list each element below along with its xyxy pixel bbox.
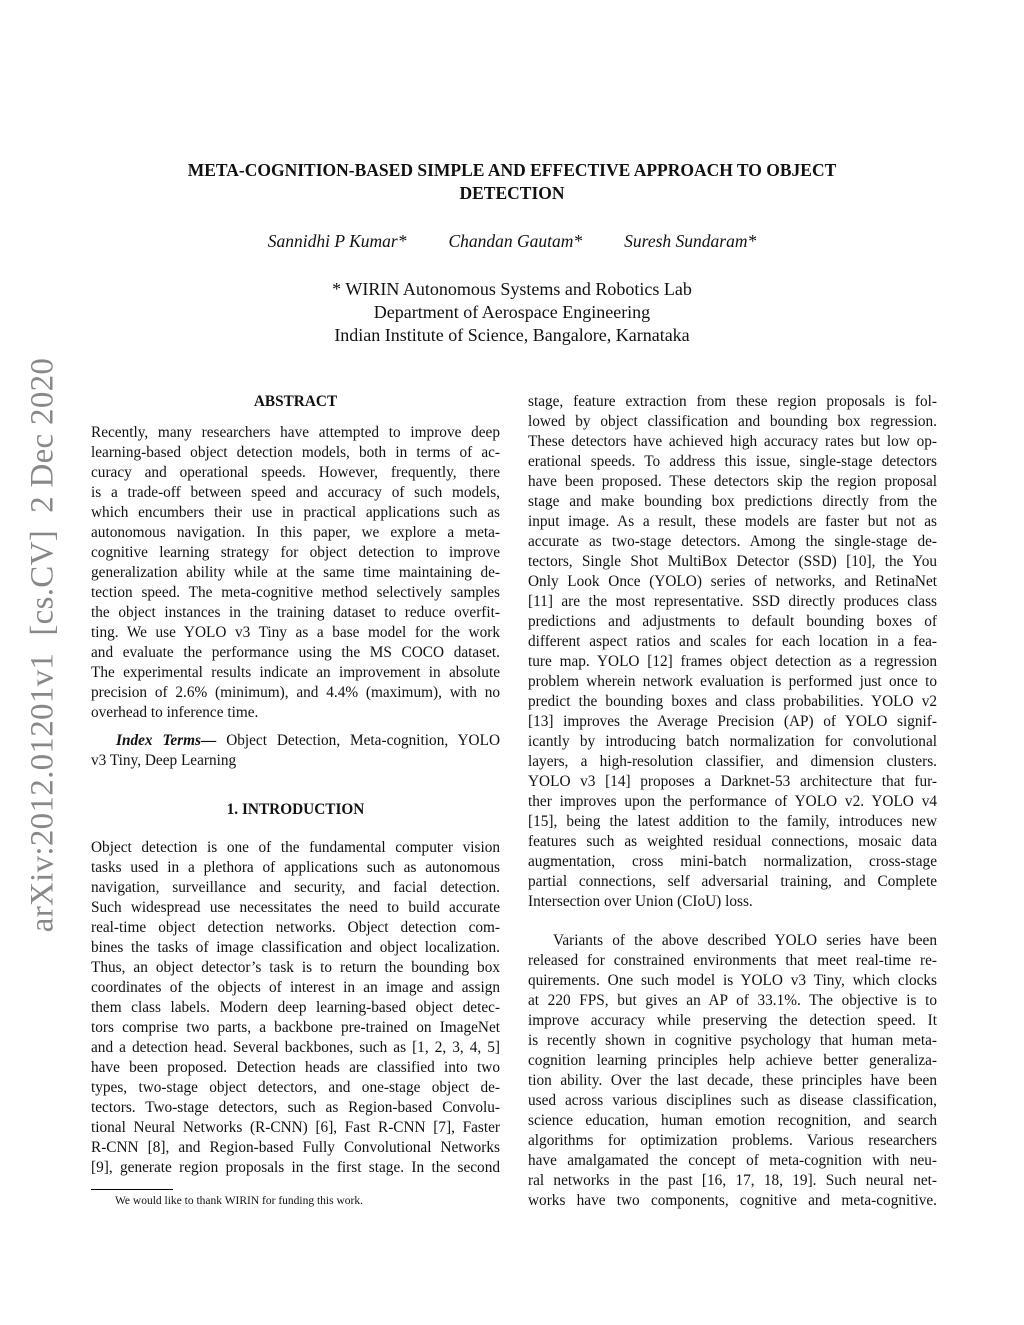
text-line: used across various disciplines such as disease classification, xyxy=(528,1092,937,1109)
text-line: stage and make bounding box predictions directly from the xyxy=(528,493,937,510)
text-line: algorithms for optimization problems. Various researchers xyxy=(528,1132,937,1149)
affiliation-line: Indian Institute of Science, Bangalore, Karnataka xyxy=(334,325,690,345)
text-line: at 220 FPS, but gives an AP of 33.1%. The objective is to xyxy=(528,992,937,1009)
text-line: real-time object detection networks. Object detection com- xyxy=(91,919,500,936)
arxiv-identifier: arXiv:2012.01201v1 [cs.CV] 2 Dec 2020 xyxy=(24,357,61,933)
text-line: erational speeds. To address this issue, single-stage detectors xyxy=(528,453,937,470)
text-line: Such widespread use necessitates the need to build accurate xyxy=(91,899,500,916)
text-line: ture map. YOLO [12] frames object detection as a regression xyxy=(528,653,937,670)
text-line: lowed by object classification and bounding box regression. xyxy=(528,413,937,430)
right-column xyxy=(528,392,937,1211)
abstract-heading: ABSTRACT xyxy=(253,393,338,410)
text-line: different aspect ratios and scales for each location in a fea- xyxy=(528,633,937,650)
text-line: Thus, an object detector’s task is to return the bounding box xyxy=(91,959,500,976)
text-line: and a detection head. Several backbones, such as [1, 2, 3, 4, 5] xyxy=(91,1039,500,1056)
text-line: improve accuracy while preserving the detection speed. It xyxy=(528,1012,937,1029)
text-line: tion ability. Over the last decade, these principles have been xyxy=(528,1072,937,1089)
text-line: partial connections, self adversarial training, and Complete xyxy=(528,873,937,890)
text-line: accurate as two-stage detectors. Among the single-stage de- xyxy=(528,533,937,550)
text-line: cognition learning principles help achieve better generaliza- xyxy=(528,1052,937,1069)
intro-paragraph xyxy=(528,931,937,1211)
text-line: Object detection is one of the fundamental computer vision xyxy=(91,839,500,856)
title-line: DETECTION xyxy=(459,183,565,203)
text-line: bines the tasks of image classification and object localization. xyxy=(91,939,500,956)
text-line: problem wherein network evaluation is performed just once to xyxy=(528,673,937,690)
section-heading: 1. INTRODUCTION xyxy=(226,801,365,818)
text-line: [13] improves the Average Precision (AP) of YOLO signif- xyxy=(528,713,937,730)
footnote-rule xyxy=(91,1189,173,1190)
index-terms-label: Index Terms— xyxy=(116,732,217,749)
text-line: tection speed. The meta-cognitive method selectively samples xyxy=(91,584,500,601)
text-line: layers, a high-resolution classifier, and dimension clusters. xyxy=(528,753,937,770)
intro-paragraph xyxy=(528,392,937,912)
index-terms-text: Object Detection, Meta-cognition, YOLO xyxy=(226,732,500,749)
author: Suresh Sundaram* xyxy=(624,231,757,251)
text-line: is recently shown in cognitive psychology that human meta- xyxy=(528,1032,937,1049)
text-line: the object instances in the training dataset to reduce overfit- xyxy=(91,604,500,621)
text-line: Variants of the above described YOLO series have been xyxy=(553,932,937,949)
abstract-section xyxy=(91,392,500,771)
text-line: features such as weighted residual connections, mosaic data xyxy=(528,833,937,850)
text-line: quirements. One such model is YOLO v3 Tiny, which clocks xyxy=(528,972,937,989)
author-list xyxy=(0,231,1024,252)
text-line: tors comprise two parts, a backbone pre-trained on ImageNet xyxy=(91,1019,500,1036)
text-line: and evaluate the performance using the MS COCO dataset. xyxy=(91,644,500,661)
text-line: input image. As a result, these models are faster but not as xyxy=(528,513,937,530)
text-line: Recently, many researchers have attempted to improve deep xyxy=(91,424,500,441)
text-line: R-CNN [8], and Region-based Fully Convolutional Networks xyxy=(91,1139,500,1156)
text-line: released for constrained environments that meet real-time re- xyxy=(528,952,937,969)
author: Sannidhi P Kumar* xyxy=(267,231,407,251)
text-line: tional Neural Networks (R-CNN) [6], Fast R-CNN [7], Faster xyxy=(91,1119,500,1136)
text-line: navigation, surveillance and security, and facial detection. xyxy=(91,879,500,896)
introduction-section xyxy=(91,800,500,1178)
intro-paragraph xyxy=(91,838,500,1178)
text-line: cognitive learning strategy for object detection to improve xyxy=(91,544,500,561)
text-line: is a trade-off between speed and accuracy of such models, xyxy=(91,484,500,501)
text-line: tectors, Single Shot MultiBox Detector (SSD) [10], the You xyxy=(528,553,937,570)
text-line: The experimental results indicate an improvement in absolute xyxy=(91,664,500,681)
title-line: META-COGNITION-BASED SIMPLE AND EFFECTIVE APPROACH TO OBJECT xyxy=(187,160,837,180)
text-line: works have two components, cognitive and meta-cognitive. xyxy=(528,1192,937,1209)
text-line: icantly by introducing batch normalization for convolutional xyxy=(528,733,937,750)
text-line: them class labels. Modern deep learning-based object detec- xyxy=(91,999,500,1016)
text-line: ting. We use YOLO v3 Tiny as a base model for the work xyxy=(91,624,500,641)
text-line: [9], generate region proposals in the first stage. In the second xyxy=(91,1159,500,1176)
text-line: augmentation, cross mini-batch normalization, cross-stage xyxy=(528,853,937,870)
text-line: tectors. Two-stage detectors, such as Region-based Convolu- xyxy=(91,1099,500,1116)
text-line: autonomous navigation. In this paper, we explore a meta- xyxy=(91,524,500,541)
text-line: have amalgamated the concept of meta-cognition with neu- xyxy=(528,1152,937,1169)
affiliation-line: Department of Aerospace Engineering xyxy=(373,302,651,322)
author: Chandan Gautam* xyxy=(448,231,583,251)
index-terms xyxy=(91,731,500,751)
text-line: tasks used in a plethora of applications such as autonomous xyxy=(91,859,500,876)
paper-title xyxy=(100,159,924,205)
text-line: precision of 2.6% (minimum), and 4.4% (maximum), with no xyxy=(91,684,500,701)
text-line: learning-based object detection models, both in terms of ac- xyxy=(91,444,500,461)
abstract-body xyxy=(91,423,500,723)
text-line: have been proposed. These detectors skip the region proposal xyxy=(528,473,937,490)
affiliation xyxy=(0,278,1024,347)
text-line: types, two-stage object detectors, and one-stage object de- xyxy=(91,1079,500,1096)
text-line: ral networks in the past [16, 17, 18, 19]. Such neural net- xyxy=(528,1172,937,1189)
index-terms-text: v3 Tiny, Deep Learning xyxy=(91,752,237,769)
text-line: have been proposed. Detection heads are classified into two xyxy=(91,1059,500,1076)
text-line: predict the bounding boxes and class probabilities. YOLO v2 xyxy=(528,693,937,710)
text-line: curacy and operational speeds. However, frequently, there xyxy=(91,464,500,481)
footnote: We would like to thank WIRIN for funding this work. xyxy=(115,1195,363,1207)
text-line: These detectors have achieved high accuracy rates but low op- xyxy=(528,433,937,450)
text-line: coordinates of the objects of interest in an image and assign xyxy=(91,979,500,996)
text-line: predictions and adjustments to default bounding boxes of xyxy=(528,613,937,630)
text-line: Intersection over Union (CIoU) loss. xyxy=(528,893,753,910)
text-line: stage, feature extraction from these region proposals is fol- xyxy=(528,393,937,410)
text-line: [15], being the latest addition to the family, introduces new xyxy=(528,813,937,830)
text-line: overhead to inference time. xyxy=(91,704,259,721)
text-line: which encumbers their use in practical applications such as xyxy=(91,504,500,521)
text-line: generalization ability while at the same time maintaining de- xyxy=(91,564,500,581)
affiliation-line: * WIRIN Autonomous Systems and Robotics Lab xyxy=(332,279,692,299)
text-line: [11] are the most representative. SSD directly produces class xyxy=(528,593,937,610)
text-line: ther improves upon the performance of YOLO v2. YOLO v4 xyxy=(528,793,937,810)
text-line: Only Look Once (YOLO) series of networks, and RetinaNet xyxy=(528,573,937,590)
text-line: science education, human emotion recognition, and search xyxy=(528,1112,937,1129)
text-line: YOLO v3 [14] proposes a Darknet-53 architecture that fur- xyxy=(528,773,937,790)
